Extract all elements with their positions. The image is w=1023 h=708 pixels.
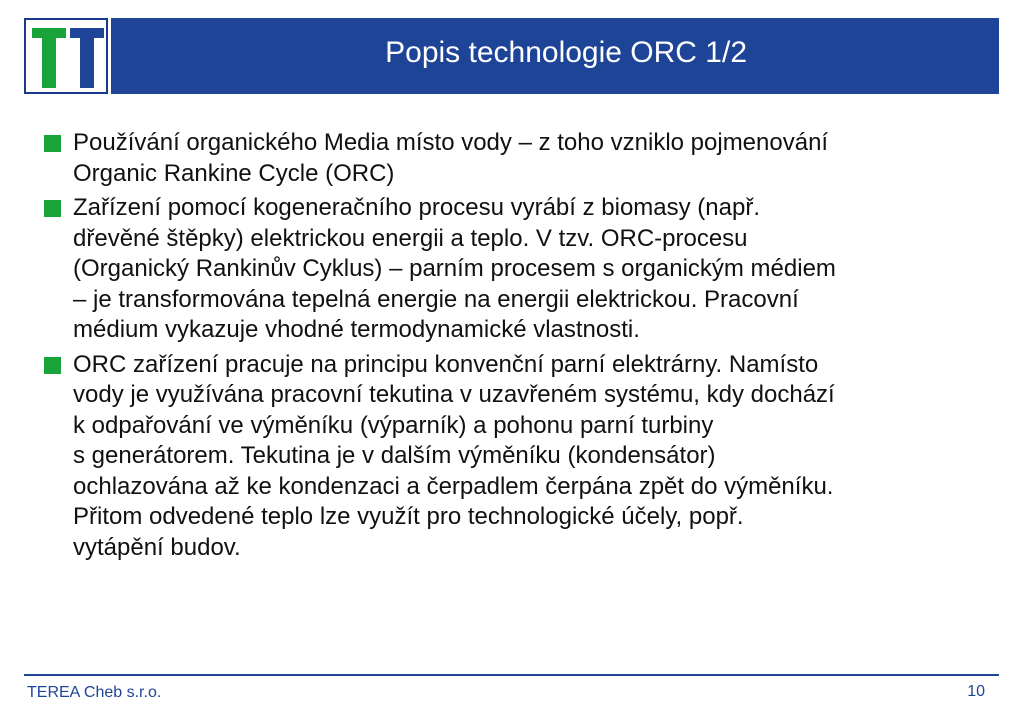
title-bar: [111, 18, 999, 94]
list-item: [44, 350, 999, 564]
list-item: [44, 193, 999, 346]
bullet-square-icon: [44, 135, 61, 152]
page-number: 10: [967, 683, 985, 700]
bullet-square-icon: [44, 200, 61, 217]
footer-company: TEREA Cheb s.r.o.: [27, 684, 162, 701]
bullet-text: Zařízení pomocí kogeneračního procesu vyrábí z biomasy (např. dřevěné štěpky) elektrickou energii a teplo. V tzv. ORC-procesu (Organický Rankinův Cyklus) – parním procesem s organickým médiem – je transformována tepelná energie na energii elektrickou. Pracovní médium vykazuje vhodné termodynamické vlastnosti.: [73, 194, 836, 343]
terea-tt-logo-icon: [30, 24, 106, 92]
footer-divider: [24, 674, 999, 676]
list-item: [44, 128, 999, 189]
bullet-square-icon: [44, 357, 61, 374]
bullet-text: Používání organického Media místo vody – z toho vzniklo pojmenování Organic Rankine Cycle (ORC): [73, 129, 829, 187]
logo: [24, 18, 108, 94]
bullet-list: [44, 128, 999, 567]
page-title: Popis technologie ORC 1/2: [385, 36, 747, 69]
bullet-text: ORC zařízení pracuje na principu konvenční parní elektrárny. Namísto vody je využívána pracovní tekutina v uzavřeném systému, kdy dochází k odpařování ve výměníku (výparník) a pohonu parní turbiny s generátorem. Tekutina je v dalším výměníku (kondensátor) ochlazována až ke kondenzaci a čerpadlem čerpána zpět do výměníku. Přitom odvedené teplo lze využít pro technologické účely, popř. vytápění budov.: [73, 350, 835, 561]
